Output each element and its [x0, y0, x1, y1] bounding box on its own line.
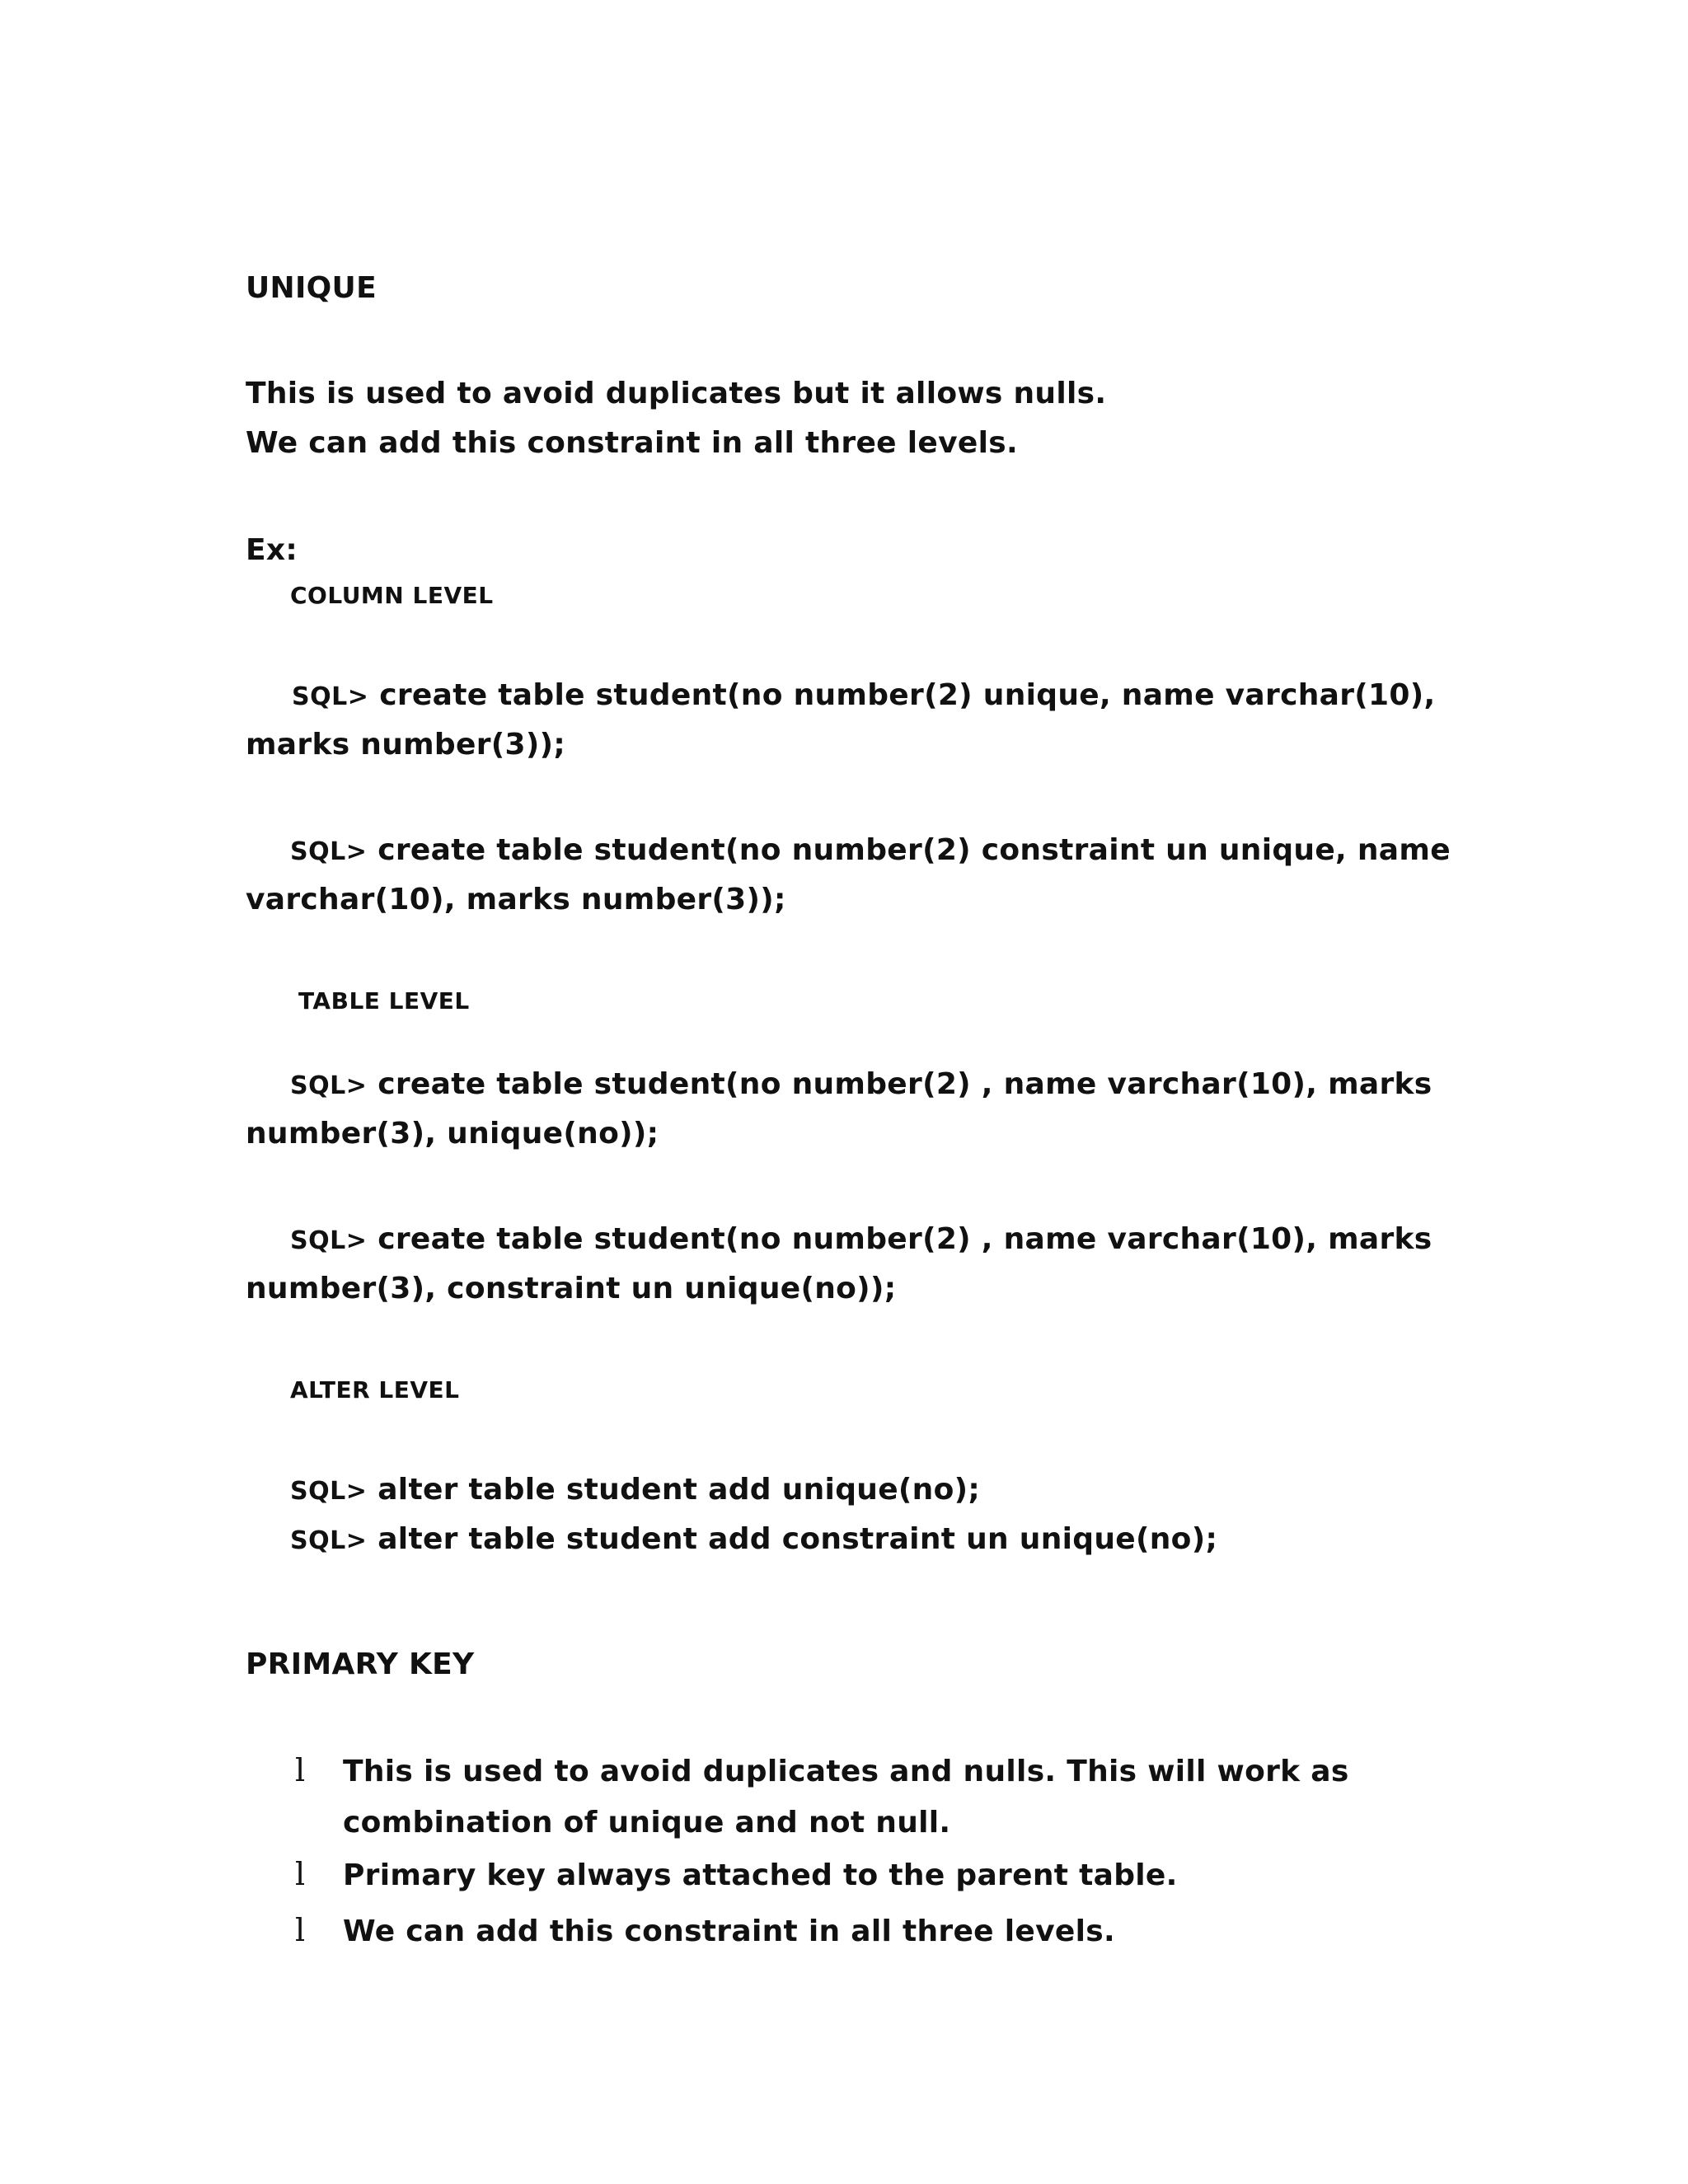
sql-prompt: SQL>	[292, 682, 369, 711]
bullet-marker: l	[295, 1752, 306, 1788]
sql-statement	[290, 1066, 1432, 1104]
sql-statement	[290, 1521, 1217, 1559]
sql-prompt: SQL>	[290, 1071, 368, 1100]
sql-code: create table student(no number(2) , name varchar(10), marks	[367, 1222, 1432, 1256]
bullet-item-line: Primary key always attached to the parent table.	[343, 1858, 1178, 1892]
sql-prompt: SQL>	[290, 1526, 368, 1555]
sql-statement-continuation: marks number(3));	[246, 728, 566, 762]
unique-description-line-2: We can add this constraint in all three levels.	[246, 426, 1018, 460]
sql-statement-continuation: number(3), constraint un unique(no));	[246, 1272, 897, 1305]
bullet-item-line: We can add this constraint in all three levels.	[343, 1915, 1115, 1948]
sql-code: alter table student add constraint un unique(no);	[367, 1522, 1218, 1556]
sql-prompt: SQL>	[290, 837, 368, 866]
subheading-table-level: TABLE LEVEL	[298, 987, 470, 1015]
sql-statement	[290, 1472, 980, 1510]
sql-code: create table student(no number(2) constraint un unique, name	[367, 833, 1451, 867]
sql-statement-continuation: number(3), unique(no));	[246, 1117, 659, 1151]
sql-statement	[290, 832, 1451, 870]
bullet-marker: l	[295, 1912, 306, 1948]
section-heading-primary-key: PRIMARY KEY	[246, 1647, 475, 1681]
sql-prompt: SQL>	[290, 1477, 368, 1506]
unique-description-line-1: This is used to avoid duplicates but it allows nulls.	[246, 377, 1107, 410]
sql-code: alter table student add unique(no);	[367, 1473, 981, 1507]
bullet-marker: l	[295, 1856, 306, 1892]
section-heading-unique: UNIQUE	[246, 271, 377, 305]
subheading-alter-level: ALTER LEVEL	[290, 1376, 460, 1404]
bullet-item-line: This is used to avoid duplicates and nulls. This will work as	[343, 1755, 1349, 1788]
sql-statement	[292, 677, 1435, 715]
example-label: Ex:	[246, 533, 298, 567]
sql-statement	[290, 1221, 1432, 1259]
bullet-item-line: combination of unique and not null.	[343, 1806, 951, 1840]
sql-prompt: SQL>	[290, 1226, 368, 1255]
sql-statement-continuation: varchar(10), marks number(3));	[246, 883, 786, 916]
subheading-column-level: COLUMN LEVEL	[290, 582, 494, 609]
sql-code: create table student(no number(2) , name varchar(10), marks	[367, 1067, 1432, 1101]
sql-code: create table student(no number(2) unique, name varchar(10),	[368, 678, 1436, 712]
